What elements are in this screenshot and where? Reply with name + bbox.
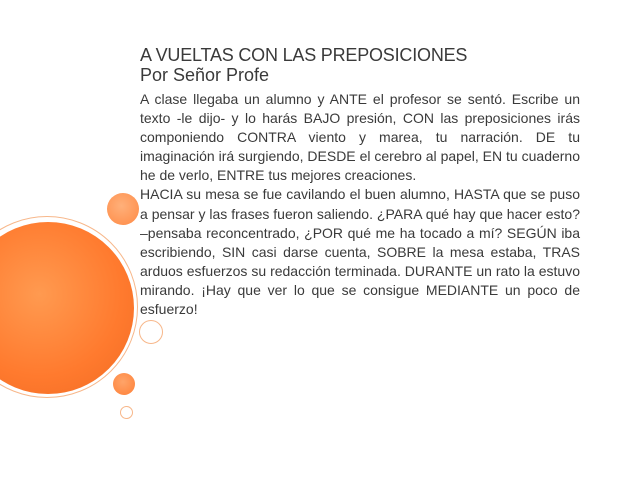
slide-subtitle: Por Señor Profe (140, 65, 270, 85)
decorative-circle-small-top (107, 193, 139, 225)
decorative-circle-outline-tiny (120, 406, 133, 419)
slide-content (140, 45, 580, 319)
slide-title: A VUELTAS CON LAS PREPOSICIONES (140, 45, 468, 65)
decorative-circle-small-bottom (113, 373, 135, 395)
story-paragraph-1: A clase llegaba un alumno y ANTE el profesor se sentó. Escribe un texto -le dijo- y lo harás BAJO presión, CON las preposiciones irás componiendo CONTRA viento y marea, tu narración. DE tu imaginación irá surgiendo, DESDE el cerebro al papel, EN tu cuaderno he de verlo, ENTRE tus mejores creaciones. (140, 91, 580, 184)
decorative-circle-outline-small (139, 320, 163, 344)
story-paragraph-2: HACIA su mesa se fue cavilando el buen alumno, HASTA que se puso a pensar y las frases fueron saliendo. ¿PARA qué hay que hacer esto? –pensaba reconcentrado, ¿POR qué me ha tocado a mí? SEGÚN iba escribiendo, SIN casi darse cuenta, SOBRE la mesa estaba, TRAS arduos esfuerzos su redacción terminada. DURANTE un rato la estuvo mirando. ¡Hay que ver lo que se consigue MEDIANTE un poco de esfuerzo! (140, 186, 580, 318)
